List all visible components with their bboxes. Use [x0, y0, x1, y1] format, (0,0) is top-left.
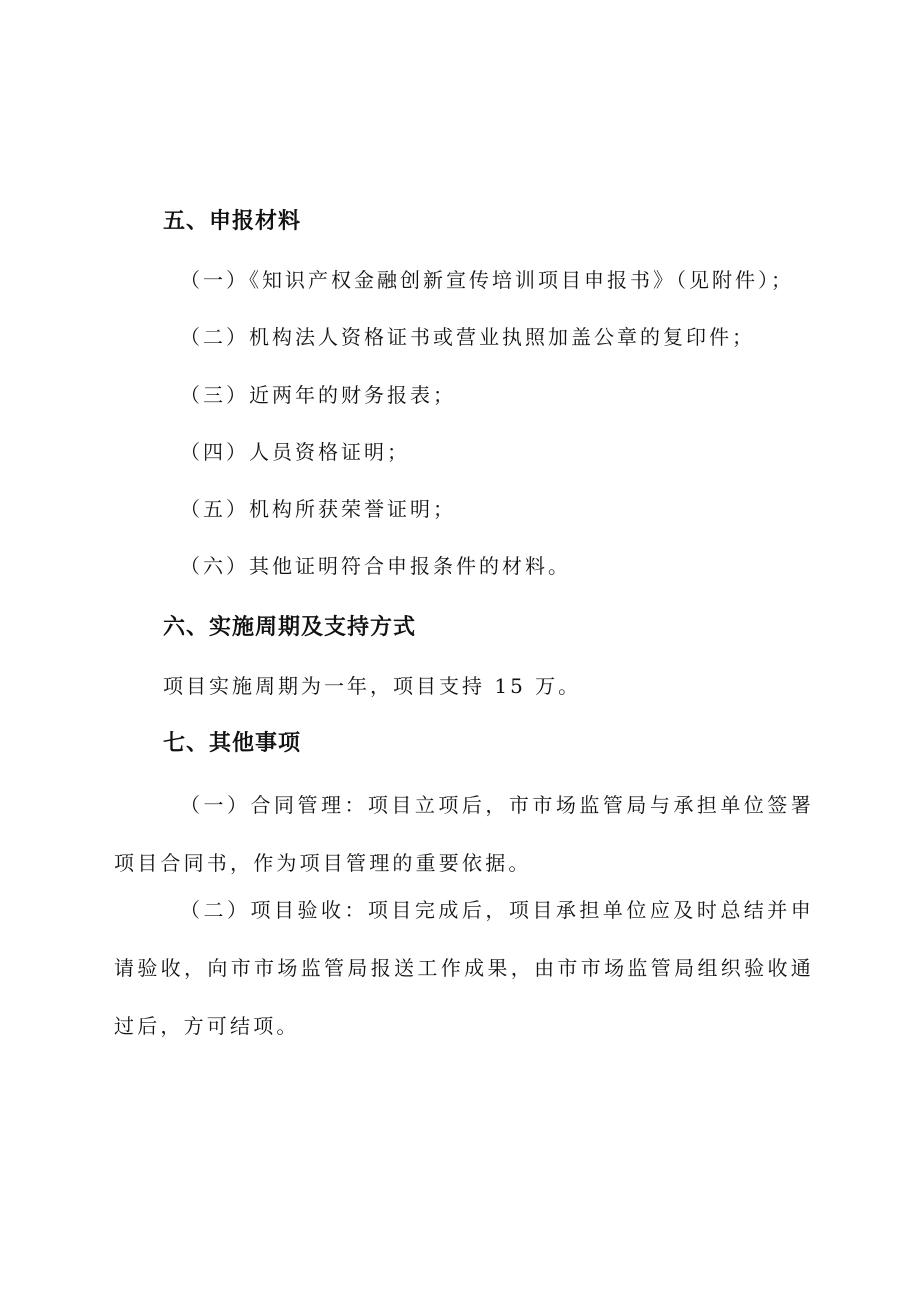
material-item-3: （三）近两年的财务报表；: [180, 383, 456, 407]
project-acceptance-paragraph: （二）项目验收：项目完成后，项目承担单位应及时总结并申请验收，向市市场监管局报送工作成果，由市市场监管局组织验收通过后，方可结项。: [114, 898, 814, 1038]
material-item-5: （五）机构所获荣誉证明；: [180, 497, 456, 521]
material-item-4: （四）人员资格证明；: [180, 440, 410, 464]
section-heading-implementation-period: 六、实施周期及支持方式: [163, 615, 417, 640]
material-item-1: （一）《知识产权金融创新宣传培训项目申报书》（见附件）；: [180, 268, 794, 292]
contract-management-paragraph: （一）合同管理：项目立项后，市市场监管局与承担单位签署项目合同书，作为项目管理的重要依据。: [114, 793, 814, 875]
implementation-period-text: 项目实施周期为一年，项目支持 15 万。: [163, 674, 582, 698]
section-heading-application-materials: 五、申报材料: [163, 209, 302, 234]
section-heading-other-matters: 七、其他事项: [163, 731, 302, 756]
material-item-6: （六）其他证明符合申报条件的材料。: [180, 554, 571, 578]
material-item-2: （二）机构法人资格证书或营业执照加盖公章的复印件；: [180, 325, 755, 349]
